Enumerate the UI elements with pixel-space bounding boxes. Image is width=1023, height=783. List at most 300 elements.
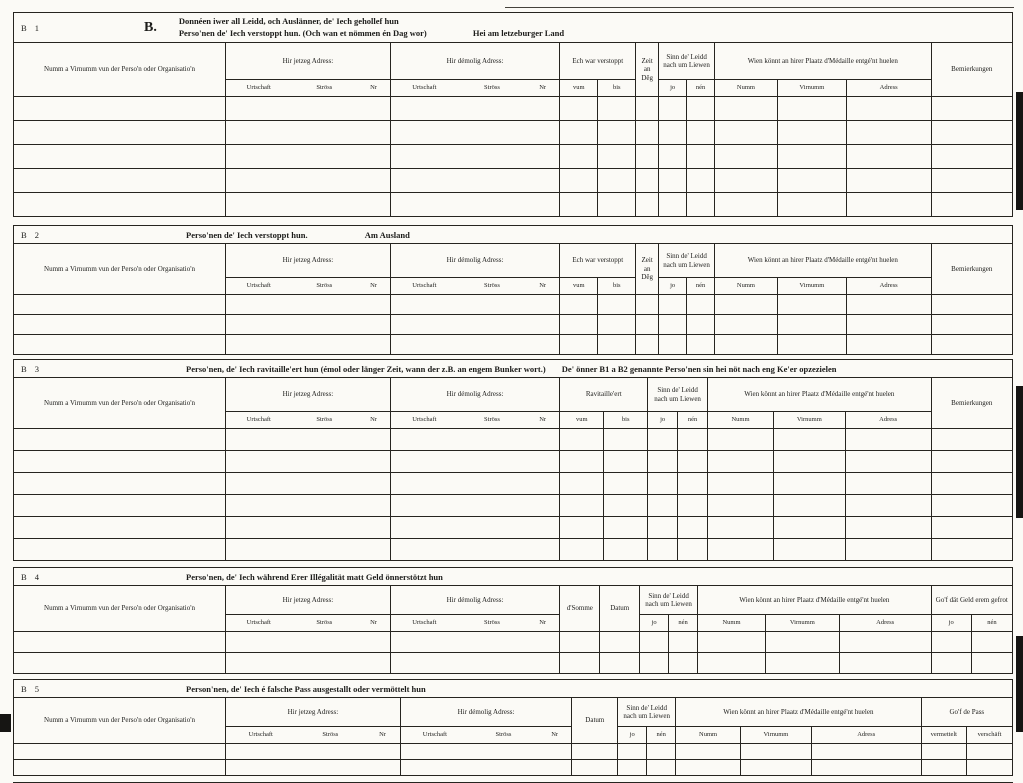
subheader-numm: Numm: [708, 412, 774, 429]
table-cell: [777, 335, 846, 355]
table-cell: [390, 632, 560, 653]
table-cell: [777, 97, 846, 121]
column-header-somme: d'Somme: [560, 586, 600, 632]
table-row: [14, 295, 1012, 315]
subheader-urtschaft: Urtschaft: [226, 615, 292, 632]
table-cell: [777, 315, 846, 335]
subheader-bis: bis: [598, 278, 636, 295]
subheader-stross: Ströss: [458, 278, 526, 295]
table-cell: [226, 121, 391, 145]
subheader-stross: Ströss: [458, 80, 526, 97]
table-cell: [773, 451, 845, 473]
table-cell: [560, 97, 598, 121]
table-cell: [226, 451, 391, 473]
table-cell: [967, 760, 1012, 776]
table-cell: [636, 145, 659, 169]
table-cell: [846, 97, 931, 121]
section-b1-header: [14, 13, 1012, 43]
table-cell: [618, 744, 647, 760]
form-page: [13, 12, 1013, 783]
column-header-ravitailleert: Ravitaille'ert: [560, 378, 648, 412]
table-cell: [659, 169, 687, 193]
column-header-alive: Sinn de' Leidd nach um Liewen: [659, 244, 715, 278]
table-cell: [811, 744, 921, 760]
subheader-verschaft: verschäft: [967, 727, 1012, 744]
subheader-nr: Nr: [357, 412, 390, 429]
table-cell: [226, 145, 391, 169]
subheader-bis: bis: [604, 412, 648, 429]
table-cell: [560, 169, 598, 193]
subheader-stross: Ströss: [458, 412, 526, 429]
table-cell: [226, 295, 391, 315]
table-row: [14, 169, 1012, 193]
table-cell: [741, 760, 812, 776]
subheader-adress: Adress: [846, 80, 931, 97]
column-header-former-address: Hir démolig Adress:: [390, 244, 560, 278]
table-cell: [636, 193, 659, 217]
section-b5-header: [14, 680, 1012, 698]
subheader-jo: jo: [648, 412, 678, 429]
table-cell: [560, 451, 604, 473]
subheader-virnumm: Virnumm: [765, 615, 839, 632]
table-row: [14, 145, 1012, 169]
table-cell: [390, 473, 560, 495]
table-cell: [687, 295, 715, 315]
table-b5-body: [14, 744, 1012, 776]
subheader-virnumm: Virnumm: [741, 727, 812, 744]
column-header-time-days: Zeit an Dêg: [636, 244, 659, 295]
table-cell: [708, 473, 774, 495]
table-cell: [921, 760, 966, 776]
table-cell: [845, 495, 931, 517]
table-cell: [226, 473, 391, 495]
table-cell: [678, 451, 708, 473]
subheader-urtschaft: Urtschaft: [390, 615, 458, 632]
subheader-nr: Nr: [365, 727, 400, 744]
section-b2: [13, 225, 1013, 355]
table-cell: [14, 744, 226, 760]
table-cell: [604, 539, 648, 561]
table-cell: [14, 97, 226, 121]
table-cell: [648, 473, 678, 495]
table-cell: [773, 517, 845, 539]
scan-artifact-right-bar: [1016, 636, 1023, 732]
subheader-nr: Nr: [526, 615, 560, 632]
table-cell: [676, 760, 741, 776]
title-text: Person'nen, de' Iech é falsche Pass ausgestallt oder vermöttelt hun: [186, 683, 426, 694]
table-cell: [636, 97, 659, 121]
table-cell: [845, 539, 931, 561]
table-cell: [773, 473, 845, 495]
title-suffix-b3: De' önner B1 a B2 genannte Perso'nen sin hei nöt nach eng Ke'er opzezielen: [561, 363, 837, 374]
table-cell: [636, 295, 659, 315]
table-cell: [390, 451, 560, 473]
subheader-bis: bis: [598, 80, 636, 97]
table-cell: [636, 121, 659, 145]
table-cell: [390, 653, 560, 674]
column-header-datum: Datum: [572, 698, 618, 744]
table-cell: [777, 145, 846, 169]
table-cell: [390, 121, 560, 145]
subheader-urtschaft: Urtschaft: [390, 80, 458, 97]
title-text: Perso'nen de' Iech verstoppt hun.: [186, 229, 308, 240]
table-cell: [773, 539, 845, 561]
table-cell: [676, 744, 741, 760]
subheader-stross: Ströss: [291, 80, 357, 97]
section-b2-header: [14, 226, 1012, 244]
subheader-nr: Nr: [526, 278, 560, 295]
table-cell: [708, 451, 774, 473]
table-cell: [659, 97, 687, 121]
table-cell: [971, 653, 1012, 674]
table-cell: [560, 295, 598, 315]
table-cell: [14, 539, 226, 561]
table-cell: [777, 121, 846, 145]
table-cell: [678, 539, 708, 561]
column-header-name-org: Numm a Virnumm vun der Perso'n oder Organisatio'n: [14, 43, 226, 97]
column-header-datum: Datum: [600, 586, 640, 632]
table-cell: [846, 169, 931, 193]
title-line-2-text: Perso'nen de' Iech verstoppt hun. (Och wan et nömmen én Dag wor): [178, 27, 427, 38]
table-b2-body: [14, 295, 1012, 355]
table-cell: [640, 653, 669, 674]
table-cell: [687, 145, 715, 169]
section-title-b1: [179, 16, 564, 40]
table-cell: [226, 169, 391, 193]
table-cell: [687, 97, 715, 121]
table-cell: [618, 760, 647, 776]
table-cell: [600, 632, 640, 653]
table-cell: [226, 97, 391, 121]
table-row: [14, 451, 1012, 473]
column-header-name-org: Numm a Virnumm vun der Perso'n oder Organisatio'n: [14, 378, 226, 429]
table-cell: [678, 495, 708, 517]
table-cell: [678, 429, 708, 451]
subheader-stross: Ströss: [295, 727, 365, 744]
column-header-medal-recipient: Wien könnt an hirer Plaatz d'Médaille entgé'nt huelen: [698, 586, 932, 615]
column-header-former-address: Hir démolig Adress:: [390, 378, 560, 412]
table-cell: [715, 193, 778, 217]
column-header-remarks: Bemierkungen: [931, 43, 1012, 97]
subheader-jo: jo: [659, 80, 687, 97]
title-suffix-b2: Am Ausland: [364, 229, 410, 240]
table-cell: [400, 744, 572, 760]
section-title-b2: [186, 230, 410, 240]
table-cell: [931, 429, 1012, 451]
subheader-jo: jo: [659, 278, 687, 295]
table-cell: [648, 495, 678, 517]
table-cell: [777, 193, 846, 217]
table-cell: [931, 169, 1012, 193]
table-cell: [226, 193, 391, 217]
scan-artifact-top-line: [505, 7, 1014, 8]
column-header-alive: Sinn de' Leidd nach um Liewen: [648, 378, 708, 412]
column-header-current-address: Hir jetzeg Adress:: [226, 43, 391, 80]
section-big-letter: B.: [144, 19, 157, 35]
section-title-b4: [186, 572, 443, 582]
subheader-vum: vum: [560, 278, 598, 295]
table-cell: [390, 517, 560, 539]
column-header-medal-recipient: Wien könnt an hirer Plaatz d'Médaille entgé'nt huelen: [715, 244, 932, 278]
table-cell: [14, 121, 226, 145]
table-cell: [636, 315, 659, 335]
table-cell: [390, 495, 560, 517]
table-cell: [715, 169, 778, 193]
table-cell: [640, 632, 669, 653]
subheader-numm: Numm: [698, 615, 766, 632]
column-header-alive: Sinn de' Leidd nach um Liewen: [618, 698, 676, 727]
table-cell: [14, 760, 226, 776]
table-cell: [931, 193, 1012, 217]
table-cell: [715, 315, 778, 335]
table-cell: [931, 539, 1012, 561]
subheader-stross: Ströss: [458, 615, 526, 632]
table-row: [14, 193, 1012, 217]
table-cell: [669, 653, 698, 674]
table-row: [14, 473, 1012, 495]
table-cell: [226, 744, 401, 760]
table-cell: [560, 315, 598, 335]
table-cell: [560, 429, 604, 451]
section-b3-header: [14, 360, 1012, 378]
table-cell: [698, 632, 766, 653]
table-cell: [604, 517, 648, 539]
table-cell: [560, 121, 598, 145]
title-line-1: Donnéen iwer all Leidd, och Auslänner, de' Iech gehollef hun: [178, 15, 399, 26]
table-cell: [648, 539, 678, 561]
table-cell: [598, 295, 636, 315]
table-cell: [226, 315, 391, 335]
table-cell: [14, 335, 226, 355]
table-cell: [226, 760, 401, 776]
table-cell: [14, 315, 226, 335]
table-b3: [14, 378, 1012, 560]
table-cell: [226, 653, 391, 674]
table-cell: [971, 632, 1012, 653]
column-header-current-address: Hir jetzeg Adress:: [226, 698, 401, 727]
subheader-nr: Nr: [357, 615, 390, 632]
subheader-urtschaft: Urtschaft: [400, 727, 469, 744]
subheader-urtschaft: Urtschaft: [390, 278, 458, 295]
table-cell: [931, 451, 1012, 473]
table-cell: [846, 295, 931, 315]
table-row: [14, 429, 1012, 451]
table-cell: [560, 473, 604, 495]
subheader-nr: Nr: [538, 727, 572, 744]
table-cell: [636, 169, 659, 193]
table-row: [14, 97, 1012, 121]
table-cell: [647, 744, 676, 760]
column-header-time-days: Zeit an Dêg: [636, 43, 659, 97]
column-header-alive: Sinn de' Leidd nach um Liewen: [659, 43, 715, 80]
table-cell: [765, 653, 839, 674]
table-cell: [560, 495, 604, 517]
subheader-virnumm: Virnumm: [773, 412, 845, 429]
subheader-urtschaft: Urtschaft: [226, 80, 292, 97]
column-header-former-address: Hir démolig Adress:: [390, 586, 560, 615]
table-cell: [845, 517, 931, 539]
table-cell: [598, 193, 636, 217]
table-cell: [715, 121, 778, 145]
section-b4-header: [14, 568, 1012, 586]
table-cell: [687, 315, 715, 335]
table-cell: [226, 495, 391, 517]
table-cell: [390, 295, 560, 315]
table-cell: [226, 517, 391, 539]
table-cell: [846, 315, 931, 335]
table-cell: [14, 632, 226, 653]
table-cell: [921, 744, 966, 760]
table-cell: [659, 121, 687, 145]
table-cell: [604, 429, 648, 451]
table-cell: [659, 295, 687, 315]
table-cell: [14, 495, 226, 517]
table-cell: [845, 429, 931, 451]
title-line-2: [179, 28, 564, 40]
table-cell: [687, 193, 715, 217]
subheader-urtschaft: Urtschaft: [226, 412, 292, 429]
table-cell: [931, 335, 1012, 355]
table-cell: [715, 295, 778, 315]
table-cell: [390, 193, 560, 217]
section-b4: [13, 567, 1013, 674]
subheader-nen: nén: [687, 278, 715, 295]
table-cell: [390, 429, 560, 451]
table-row: [14, 539, 1012, 561]
table-cell: [648, 517, 678, 539]
table-cell: [931, 495, 1012, 517]
column-header-name-org: Numm a Virnumm vun der Perso'n oder Organisatio'n: [14, 586, 226, 632]
table-cell: [659, 335, 687, 355]
section-b5: [13, 679, 1013, 776]
table-row: [14, 121, 1012, 145]
table-cell: [687, 169, 715, 193]
table-cell: [839, 653, 931, 674]
table-b1: [14, 43, 1012, 216]
title-text: Perso'nen, de' Iech ravitaille'ert hun (émol oder länger Zeit, wann der z.B. an engem Bunker wort.): [186, 363, 546, 374]
table-cell: [846, 121, 931, 145]
subheader-virnumm: Virnumm: [777, 80, 846, 97]
subheader-nr: Nr: [526, 80, 560, 97]
table-cell: [600, 653, 640, 674]
title-text: Perso'nen, de' Iech während Erer Illégalität matt Geld önnerstötzt hun: [186, 571, 443, 582]
subheader-jo: jo: [931, 615, 971, 632]
table-cell: [708, 539, 774, 561]
table-cell: [931, 632, 971, 653]
column-header-former-address: Hir démolig Adress:: [400, 698, 572, 727]
column-header-name-org: Numm a Virnumm vun der Perso'n oder Organisatio'n: [14, 698, 226, 744]
table-cell: [14, 517, 226, 539]
scan-artifact-right-bar: [1016, 92, 1023, 210]
table-cell: [669, 632, 698, 653]
subheader-adress: Adress: [846, 278, 931, 295]
table-cell: [715, 145, 778, 169]
subheader-nen: nén: [647, 727, 676, 744]
table-cell: [598, 315, 636, 335]
table-row: [14, 632, 1012, 653]
table-cell: [967, 744, 1012, 760]
table-cell: [598, 97, 636, 121]
table-cell: [931, 315, 1012, 335]
column-header-medal-recipient: Wien könnt an hirer Plaatz d'Médaille entgé'nt huelen: [708, 378, 932, 412]
table-cell: [560, 335, 598, 355]
subheader-urtschaft: Urtschaft: [226, 278, 292, 295]
subheader-numm: Numm: [715, 278, 778, 295]
table-cell: [931, 473, 1012, 495]
table-cell: [845, 473, 931, 495]
table-cell: [390, 169, 560, 193]
column-header-hidden-period: Ech war verstoppt: [560, 244, 636, 278]
table-cell: [687, 335, 715, 355]
table-cell: [226, 335, 391, 355]
table-cell: [604, 473, 648, 495]
subheader-urtschaft: Urtschaft: [226, 727, 296, 744]
subheader-vum: vum: [560, 80, 598, 97]
table-cell: [604, 495, 648, 517]
table-cell: [14, 473, 226, 495]
table-cell: [931, 295, 1012, 315]
scan-artifact-corner: [0, 714, 11, 732]
subheader-stross: Ströss: [469, 727, 538, 744]
table-b2: [14, 244, 1012, 354]
table-cell: [811, 760, 921, 776]
table-cell: [708, 429, 774, 451]
subheader-jo: jo: [640, 615, 669, 632]
table-b3-body: [14, 429, 1012, 561]
table-row: [14, 315, 1012, 335]
section-label-b5: B 5: [21, 683, 43, 694]
table-cell: [931, 517, 1012, 539]
subheader-nen: nén: [669, 615, 698, 632]
column-header-hidden-period: Ech war verstoppt: [560, 43, 636, 80]
table-cell: [931, 145, 1012, 169]
column-header-current-address: Hir jetzeg Adress:: [226, 244, 391, 278]
subheader-stross: Ströss: [291, 412, 357, 429]
section-label-b3: B 3: [21, 363, 43, 374]
table-cell: [715, 97, 778, 121]
table-cell: [390, 335, 560, 355]
subheader-nen: nén: [971, 615, 1012, 632]
table-cell: [390, 315, 560, 335]
subheader-adress: Adress: [811, 727, 921, 744]
table-cell: [741, 744, 812, 760]
table-cell: [226, 632, 391, 653]
table-row: [14, 517, 1012, 539]
section-label-b2: B 2: [21, 229, 43, 240]
subheader-vum: vum: [560, 412, 604, 429]
column-header-geld-gefrot: Go'f dät Geld erem gefrot: [931, 586, 1012, 615]
table-cell: [14, 451, 226, 473]
table-cell: [560, 653, 600, 674]
subheader-virnumm: Virnumm: [777, 278, 846, 295]
table-cell: [708, 517, 774, 539]
column-header-alive: Sinn de' Leidd nach um Liewen: [640, 586, 698, 615]
column-header-medal-recipient: Wien könnt an hirer Plaatz d'Médaille entgé'nt huelen: [676, 698, 921, 727]
column-header-remarks: Bemierkungen: [931, 378, 1012, 429]
table-cell: [390, 145, 560, 169]
table-cell: [572, 744, 618, 760]
table-cell: [390, 539, 560, 561]
subheader-adress: Adress: [845, 412, 931, 429]
table-cell: [226, 539, 391, 561]
table-cell: [390, 97, 560, 121]
table-cell: [931, 121, 1012, 145]
table-cell: [598, 121, 636, 145]
column-header-current-address: Hir jetzeg Adress:: [226, 378, 391, 412]
table-row: [14, 335, 1012, 355]
table-cell: [598, 335, 636, 355]
column-header-pass: Go'f de Pass: [921, 698, 1012, 727]
